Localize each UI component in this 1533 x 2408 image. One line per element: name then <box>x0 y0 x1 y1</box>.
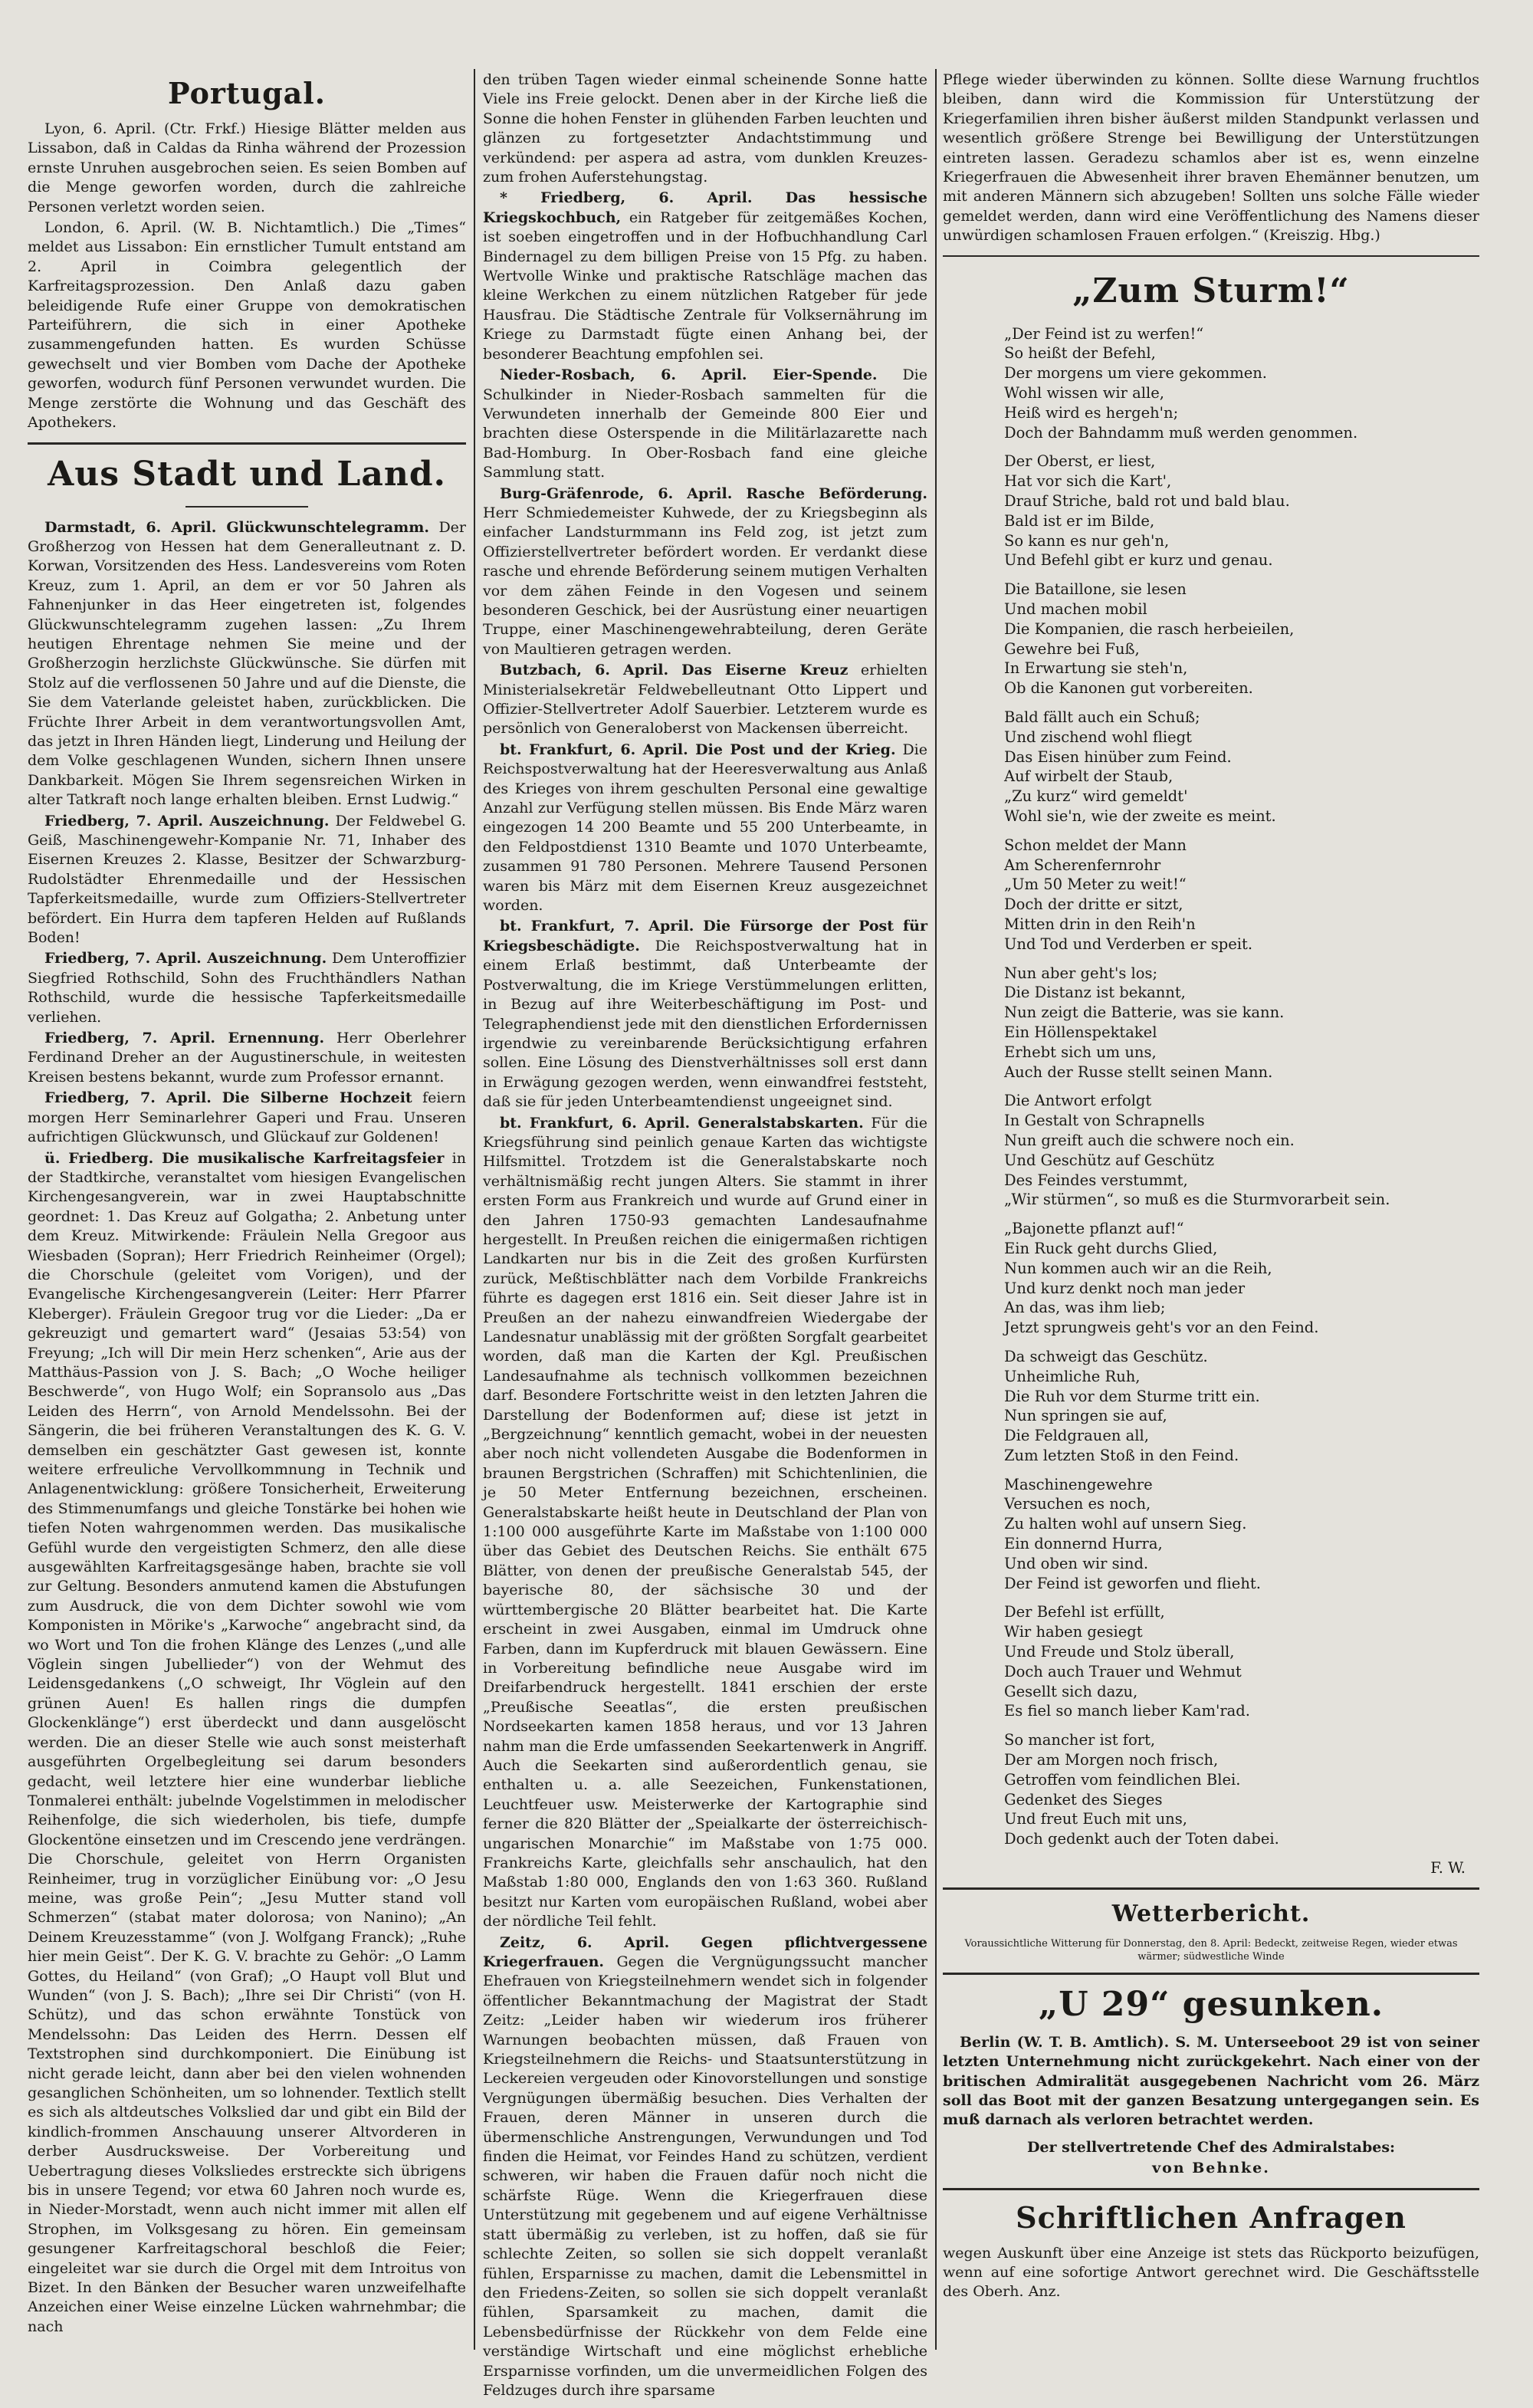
article-portugal-lyon: Lyon, 6. April. (Ctr. Frkf.) Hiesige Blätter melden aus Lissabon, daß in Caldas da Rinha während der Prozession ernste Unruhen ausgebrochen seien. Es seien Bomben auf die Menge geworfen worden, durch die zahlreiche Personen verletzt worden seien. <box>28 120 466 215</box>
article-headline: Darmstadt, 6. April. Glückwunschtelegramm. <box>44 518 429 536</box>
poem-stanza <box>1004 1602 1479 1721</box>
u29-signature-line: Der stellvertretende Chef des Admiralstabes: <box>1026 2138 1396 2156</box>
article-headline: Butzbach, 6. April. Das Eiserne Kreuz <box>500 662 849 679</box>
poem-line: Und Tod und Verderben er speit. <box>1004 935 1253 953</box>
poem-line: Auf wirbelt der Staub, <box>1004 767 1174 786</box>
u29-signature-name: von Behnke. <box>1152 2160 1270 2177</box>
poem-stanza <box>1004 1347 1479 1466</box>
weather-forecast: Voraussichtliche Witterung für Donnerstag, den 8. April: Bedeckt, zeitweise Regen, wieder etwas wärmer; südwestliche Winde <box>964 1937 1458 1963</box>
poem-signature: F. W. <box>1430 1859 1466 1877</box>
poem-line: An das, was ihm lieb; <box>1004 1299 1166 1317</box>
column-rule <box>474 69 475 2350</box>
poem-line: Und Geschütz auf Geschütz <box>1004 1151 1215 1169</box>
column-rule <box>935 69 937 2350</box>
article-continuation: Pflege wieder überwinden zu können. Sollte diese Warnung fruchtlos bleiben, dann wird die Kommission für Unterstützung der Kriegerfamilien ihren bisher äußerst milden Standpunkt verlassen und wesentlich größere Strenge bei Bewilligung der Unterstützungen eintreten lassen. Geradezu schamlos aber ist es, wenn einzelne Kriegerfrauen die Abwesenheit ihrer braven Ehemänner benutzen, um mit anderen Männern sich abzugeben! Sollten uns solche Fälle wieder gemeldet werden, dann wird eine Veröffentlichung des Namens dieser unwürdigen schamlosen Frauen erfolgen.“ (Kreiszig. Hbg.) <box>943 71 1479 245</box>
poem-line: Der Befehl ist erfüllt, <box>1004 1603 1165 1621</box>
poem-line: Der Oberst, er liest, <box>1004 452 1156 471</box>
poem-line: Doch auch Trauer und Wehmut <box>1004 1662 1242 1680</box>
poem-line: Wohl wissen wir alle, <box>1004 384 1164 402</box>
poem-line: „Der Feind ist zu werfen!“ <box>1004 324 1204 343</box>
poem-line: Getroffen vom feindlichen Blei. <box>1004 1770 1241 1789</box>
poem-line: Doch gedenkt auch der Toten dabei. <box>1004 1830 1279 1848</box>
poem-line: Die Feldgrauen all, <box>1004 1427 1149 1445</box>
article-body: feiern morgen Herr Seminarlehrer Gaperi und Frau. Unseren aufrichtigen Glückwunsch, und Glückauf zur Goldenen! <box>28 1089 466 1146</box>
article-befoerderung <box>483 485 927 660</box>
section-rule <box>943 255 1479 257</box>
article-body: Dem Unteroffizier Siegfried Rothschild, Sohn des Fruchthändlers Nathan Rothschild, wurde die hessische Tapferkeitsmedaille verliehen. <box>28 950 466 1026</box>
poem-line: Es fiel so manch lieber Kam'rad. <box>1004 1702 1250 1720</box>
column-1 <box>28 71 466 2337</box>
poem-stanza <box>1004 1730 1479 1849</box>
poem-stanza <box>1004 452 1479 570</box>
article-headline: bt. Frankfurt, 6. April. Die Post und der Krieg. <box>500 741 896 758</box>
poem-line: Jetzt sprungweis geht's vor an den Feind. <box>1004 1319 1319 1337</box>
article-body: Für die Kriegsführung sind peinlich genaue Karten das wichtigste Hilfsmittel. Trotzdem ist die Generalstabskarte noch verhältnismäßig recht jungen Alters. Sie stammt in ihrer ersten Form aus Frankreich und wurde auf Grund einer in den Jahren 1750-93 gemachten Landesaufnahme hergestellt. In Preußen reichen die einigermaßen richtigen Landkarten nur bis in die Zeit des großen Kurfürsten zurück, Meßtischblätter nach dem Vorbilde Frankreichs führte es dagegen erst 1816 ein. Seit dieser Jahre ist in Preußen an der nahezu einwandfreien Wiedergabe der Landesnatur unablässig mit der größten Sorgfalt gearbeitet worden, daß man die Karten der Kgl. Preußischen Landesaufnahme als technisch vollkommen bezeichnen darf. Besondere Fortschritte weist in den letzten Jahren die Darstellung der Bodenformen auf; diese ist jetzt in „Bergzeichnung“ kenntlich gemacht, wobei in der neuesten aber noch nicht vollendeten Ausgabe die Bodenformen in braunen Bergstrichen (Schraffen) mit Schichtenlinien, die je 50 Meter Entfernung bezeichnen, erscheinen. Generalstabskarte heißt heute in Deutschland der Plan von 1:100 000 ausgeführte Karte im Maßstabe von 1:100 000 über das Gebiet des Deutschen Reichs. Sie enthält 675 Blätter, von denen der preußische Generalstab 545, der bayerische 80, der sächsische 30 und der württembergische 20 Blätter bearbeitet hat. Die Karte erscheint in zwei Ausgaben, einmal im Umdruck ohne Farben, dann im Kupferdruck mit blauen Gewässern. Eine in Vorbereitung befindliche neue Ausgabe wird im Dreifarbendruck hergestellt. 1841 erschien der erste „Preußische Seeatlas“, die ersten preußischen Nordseekarten kamen 1858 heraus, und vor 13 Jahren nahm man die Erde umfassenden Seekartenwerk in Angriff. Auch die Seekarten sind außerordentlich genau, sie enthalten u. a. alle Seezeichen, Funkenstationen, Leuchtfeuer usw. Meisterwerke der Kartographie sind ferner die 820 Blätter der „Speialkarte der österreichisch-ungarischen Monarchie“ im Maßstabe von 1:75 000. Frankreichs Karte, gleichfalls sehr anschaulich, hat den Maßstab 1:80 000, Englands den von 1:63 360. Rußland besitzt nur Karten vom europäischen Rußland, wobei aber der nördliche Teil fehlt. <box>483 1114 928 1930</box>
notice-anfragen: wegen Auskunft über eine Anzeige ist stets das Rückporto beizufügen, wenn auf eine sofortige Antwort gerechnet wird. Die Geschäftsstelle des Oberh. Anz. <box>943 2244 1479 2301</box>
poem-line: „Bajonette pflanzt auf!“ <box>1004 1220 1184 1238</box>
poem-line: Ein donnernd Hurra, <box>1004 1535 1163 1553</box>
section-rule <box>943 1973 1479 1975</box>
article-headline: Zeitz, 6. April. Gegen pflichtvergessene Kriegerfrauen. <box>483 1933 927 1970</box>
poem-line: Da schweigt das Geschütz. <box>1004 1347 1208 1365</box>
section-title-u29: „U 29“ gesunken. <box>1038 1984 1384 2024</box>
article-body: Gegen die Vergnügungssucht mancher Ehefrauen von Kriegsteilnehmern wendet sich in folgender öffentlicher Bekanntmachung der Magistrat der Stadt Zeitz: „Leider haben wir wiederum iros früherer Warnungen beobachten müssen, daß Frauen von Kriegsteilnehmern die Reichs- und Staatsunterstützung in Leckereien vergeuden oder Kinovorstellungen und sonstige Vergnügungen übermäßig besuchen. Dies Verhalten der Frauen, deren Männer in unseren durch die übermenschliche Anstrengungen, Verwundungen und Tod finden die Heimat, vor Feindes Hand zu schützen, verdient schweren, wir haben die Frauen dafür noch nicht die schärfste Rüge. Wenn die Kriegerfrauen diese Unterstützung mit gegebenem und auf eigene Verhältnisse statt übermäßig zu verleben, ist zu hoffen, daß sie für schlechte Zeiten, so sollen sie sich doppelt veranlaßt fühlen, Ersparnisse zu machen, damit die Lebensmittel in den Friedens-Zeiten, so sollen sie sich doppelt veranlaßt fühlen, Sparsamkeit zu machen, damit die Lebensbedürfnisse der Rückkehr von dem Felde eine verständige Wirtschaft und eine möglichst erhebliche Ersparnisse vorfinden, um die unvermeidlichen Folgen des Feldzuges durch ihre sparsame <box>483 1953 927 2399</box>
section-title-anfragen: Schriftlichen Anfragen <box>1016 2199 1407 2235</box>
article-headline: Burg-Gräfenrode, 6. April. Rasche Beförderung. <box>500 485 927 502</box>
poem-stanza <box>1004 580 1479 698</box>
poem-line: Heiß wird es hergeh'n; <box>1004 403 1179 422</box>
poem-line: So heißt der Befehl, <box>1004 344 1156 363</box>
poem-line: Hat vor sich die Kart', <box>1004 472 1172 491</box>
article-body: Herr Schmiedemeister Kuhwede, der zu Kriegsbeginn als einfacher Landsturmmann ins Feld zog, ist jetzt zum Offizierstellvertreter befördert worden. Er verdankt diese rasche und ehrende Beförderung seinem mutigen Verhalten vor dem zähen Feinde in den Vogesen und seinem besonderen Geschick, bei der Ausrüstung einer neuartigen Truppe, einer Maschinengewehrabteilung, deren Geräte von Maultieren getragen werden. <box>483 504 927 658</box>
poem <box>943 324 1479 1878</box>
poem-line: Nun zeigt die Batterie, was sie kann. <box>1004 1004 1285 1022</box>
poem-stanza <box>1004 1475 1479 1594</box>
article-kriegerfrauen <box>483 1933 927 2401</box>
article-headline: Nieder-Rosbach, 6. April. Eier-Spende. <box>500 366 878 384</box>
poem-line: Drauf Striche, bald rot und bald blau. <box>1004 492 1290 511</box>
article-post-krieg <box>483 741 927 916</box>
section-rule <box>943 1887 1479 1890</box>
poem-line: Und Freude und Stolz überall, <box>1004 1643 1235 1661</box>
article-headline: Friedberg, 7. April. Ernennung. <box>44 1030 325 1047</box>
article-body: Die Schulkinder in Nieder-Rosbach sammelten für die Verwundeten innerhalb der Gemeinde 800 Eier und brachten diese Osterspende in die Militärlazarette nach Bad-Homburg. In Ober-Rosbach fand eine gleiche Sammlung statt. <box>483 366 928 481</box>
article-kriegskochbuch <box>483 189 927 364</box>
poem-line: Gesellt sich dazu, <box>1004 1682 1138 1700</box>
article-eisernes-kreuz <box>483 661 927 739</box>
poem-line: Wohl sie'n, wie der zweite es meint. <box>1004 806 1276 825</box>
article-body: Der Feldwebel G. Geiß, Maschinengewehr-Kompanie Nr. 71, Inhaber des Eisernen Kreuzes 2. Klasse, Besitzer der Schwarzburg-Rudolstädter Ehrenmedaille und der Hessischen Tapferkeitsmedaille, wurde zum Offiziers-Stellvertreter befördert. Ein Hurra dem tapferen Helden auf Rußlands Boden! <box>28 812 466 947</box>
poem-line: Ob die Kanonen gut vorbereiten. <box>1004 679 1253 698</box>
poem-line: Nun aber geht's los; <box>1004 964 1158 982</box>
poem-line: Das Eisen hinüber zum Feind. <box>1004 747 1232 766</box>
poem-stanza <box>1004 1091 1479 1210</box>
article-friedberg-hochzeit <box>28 1089 466 1147</box>
article-headline: * Friedberg, 6. April. Das hessische Kriegskochbuch, <box>483 189 927 226</box>
article-headline: Friedberg, 7. April. Auszeichnung. <box>44 812 330 829</box>
poem-line: Die Antwort erfolgt <box>1004 1092 1152 1110</box>
article-friedberg-karfreitag <box>28 1149 466 2337</box>
article-generalstabskarten <box>483 1114 927 1932</box>
poem-line: Die Distanz ist bekannt, <box>1004 984 1186 1002</box>
poem-line: Nun kommen auch wir an die Reih, <box>1004 1259 1272 1277</box>
section-title-portugal: Portugal. <box>168 76 326 110</box>
poem-stanza <box>1004 708 1479 826</box>
poem-line: Die Ruh vor dem Sturme tritt ein. <box>1004 1387 1260 1405</box>
column-2 <box>483 71 927 2400</box>
section-rule <box>943 2188 1479 2190</box>
article-friedberg-ernennung <box>28 1029 466 1087</box>
poem-line: Und Befehl gibt er kurz und genau. <box>1004 551 1273 570</box>
poem-line: „Zu kurz“ wird gemeldt' <box>1004 787 1188 806</box>
poem-stanza <box>1004 324 1479 443</box>
poem-line: Nun greift auch die schwere noch ein. <box>1004 1131 1295 1149</box>
poem-line: Doch der Bahndamm muß werden genommen. <box>1004 423 1358 442</box>
poem-title: „Zum Sturm!“ <box>1072 271 1350 310</box>
poem-line: So mancher ist fort, <box>1004 1731 1156 1749</box>
poem-line: Erhebt sich um uns, <box>1004 1043 1157 1061</box>
poem-line: Versuchen es noch, <box>1004 1495 1151 1513</box>
article-headline: bt. Frankfurt, 7. April. Die Fürsorge der Post für Kriegsbeschädigte. <box>483 918 927 954</box>
poem-line: „Um 50 Meter zu weit!“ <box>1004 875 1187 894</box>
poem-line: Bald ist er im Bilde, <box>1004 511 1155 530</box>
poem-line: Mitten drin in den Reih'n <box>1004 915 1196 933</box>
poem-stanza <box>1004 1219 1479 1338</box>
poem-line: Bald fällt auch ein Schuß; <box>1004 708 1200 726</box>
poem-stanza <box>1004 964 1479 1082</box>
article-headline: ü. Friedberg. Die musikalische Karfreitagsfeier <box>44 1149 445 1167</box>
poem-line: Und freut Euch mit uns, <box>1004 1810 1187 1828</box>
poem-line: Zu halten wohl auf unsern Sieg. <box>1004 1515 1247 1533</box>
poem-line: Doch der dritte er sitzt, <box>1004 895 1183 914</box>
poem-line: Gewehre bei Fuß, <box>1004 639 1140 658</box>
article-post-fuersorge <box>483 917 927 1112</box>
poem-line: Und kurz denkt noch man jeder <box>1004 1279 1246 1297</box>
article-body: in der Stadtkirche, veranstaltet vom hiesigen Evangelischen Kirchengesangverein, war in zwei Hauptabschnitte geordnet: 1. Das Kreuz auf Golgatha; 2. Anbetung unter dem Kreuz. Mitwirkende: Fräulein Nella Gregoor aus Wiesbaden (Sopran); Herr Friedrich Reinheimer (Orgel); die Chorschule (geleitet vom Vorigen), und der Evangelische Kirchengesangverein (Leiter: Herr Pfarrer Kleberger). Fräulein Gregoor trug vor die Lieder: „Da er gekreuzigt und gemartert ward“ (Jesaias 53:54) von Freyung; „Ich will Dir mein Herz schenken“, Arie aus der Matthäus-Passion von J. S. Bach; „O Woche heiliger Beschwerde“, von Hugo Wolf; ein Sopransolo aus „Das Leiden des Herrn“, von Arnold Mendelssohn. Bei der Sängerin, die bei früheren Veranstaltungen des K. G. V. demselben ein geschätzter Gast gewesen ist, konnte weitere erfreuliche Vervollkommnung in Technik und Anlagenentwicklung: größere Tonsicherheit, Erweiterung des Stimmenumfangs und gleiche Tonstärke bei hohen wie tiefen Noten wahrgenommen werden. Das musikalische Gefühl wurde den vergeistigten Schmerz, den alle diese ausgewählten Karfreitagsgesänge haben, brachte sie voll zur Geltung. Besonders anmutend kamen die Abstufungen zum Ausdruck, die von dem Dichter sowohl wie vom Komponisten in Mörike's „Karwoche“ angebracht sind, da wo Wort und Ton die frohen Klänge des Lenzes („und alle Vöglein singen Jubellieder“) von der Wehmut des Leidensgedankens („O schweigt, Ihr Vöglein auf den grünen Auen! Es hallen rings die dumpfen Glockenklänge“) erst überdeckt und dann ausgelöscht werden. Die an dieser Stelle wie auch sonst meisterhaft ausgeführten Orgelbegleitung sei darum besonders gedacht, weil letztere hier eine wunderbar liebliche Tonmalerei enthält: jubelnde Vogelstimmen in melodischer Reihenfolge, die sich wiederholen, bis tiefe, dumpfe Glockentöne einsetzen und im Crescendo jene verdrängen. Die Chorschule, geleitet von Herrn Organisten Reinheimer, trug in vorzüglicher Einübung vor: „O Jesu meine, was große Pein“; „Jesu Mutter stand voll Schmerzen“ (stabat mater dolorosa; von Nanino); „An Deinem Kreuzesstamme“ (von J. Wolfgang Franck); „Ruhe hier mein Geist“. Der K. G. V. brachte zu Gehör: „O Lamm Gottes, du Heiland“ (von Graf); „O Haupt voll Blut und Wunden“ (von J. S. Bach); „Ihre sei Dir Christi“ (von H. Schütz), und das schon erwähnte Tonstück von Mendelssohn: Das Leiden des Herrn. Dessen elf Textstrophen sind durchkomponiert. Die Einübung ist nicht gerade leicht, dann aber bei den vielen wohnenden gesanglichen Schönheiten, um so lohnender. Textlich stellt es sich als altdeutsches Volkslied dar und gibt ein Bild der kindlich-frommen Anschauung unserer Altvorderen in derber Ausdrucksweise. Der Vorbereitung und Uebertragung dieses Volksliedes erstreckte sich übrigens bis in unsere Tegend; vor etwa 60 Jahren noch wurde es, in Nieder-Morstadt, wenn auch nicht immer mit allen elf Strophen, im Volksgesang zu hören. Ein gemeinsam gesungener Karfreitagschoral beschloß die Feier; eingeleitet war sie durch die Orgel mit dem Introitus von Bizet. In den Bänken der Besucher waren unzweifelhafte Anzeichen einer Weise einzelne Lücken wahrnehmbar; die nach <box>28 1149 466 2335</box>
section-title-stadt-und-land: Aus Stadt und Land. <box>48 454 446 494</box>
poem-line: Unheimliche Ruh, <box>1004 1367 1141 1385</box>
poem-line: Am Scherenfernrohr <box>1004 856 1161 874</box>
article-body: ein Ratgeber für zeitgemäßes Kochen, ist soeben eingetroffen und in der Hofbuchhandlung Carl Bindernagel zu dem billigen Preise von 15 Pfg. zu haben. Wertvolle Winke und praktische Ratschläge machen das kleine Werkchen zu einem nützlichen Ratgeber für jede Hausfrau. Die Städtische Zentrale für Volksernährung im Kriege zu Darmstadt fügte einen Anhang bei, der besonderer Beachtung empfohlen sei. <box>483 209 927 363</box>
article-continuation: den trüben Tagen wieder einmal scheinende Sonne hatte Viele ins Freie gelockt. Denen aber in der Kirche ließ die Sonne die hohen Fenster in glühenden Farben leuchten und glänzen zu fortgesetzter Andachtstimmung und verkündend: per aspera ad astra, vom dunklen Kreuzes- zum frohen Auferstehungstag. <box>483 71 927 186</box>
poem-line: Gedenket des Sieges <box>1004 1790 1163 1808</box>
poem-line: Ein Ruck geht durchs Glied, <box>1004 1239 1218 1257</box>
poem-line: Maschinengewehre <box>1004 1475 1153 1493</box>
poem-line: In Erwartung sie steh'n, <box>1004 659 1188 678</box>
poem-line: Die Bataillone, sie lesen <box>1004 580 1187 599</box>
article-friedberg-auszeichnung-2 <box>28 949 466 1027</box>
poem-line: So kann es nur geh'n, <box>1004 531 1170 550</box>
poem-line: Des Feindes verstummt, <box>1004 1171 1188 1189</box>
poem-stanza <box>1004 836 1479 954</box>
poem-line: Und machen mobil <box>1004 600 1147 619</box>
poem-line: Der am Morgen noch frisch, <box>1004 1751 1219 1769</box>
poem-line: Schon meldet der Mann <box>1004 836 1187 854</box>
poem-line: Und zischend wohl fliegt <box>1004 728 1192 746</box>
poem-line: Die Kompanien, die rasch herbeieilen, <box>1004 619 1295 638</box>
poem-line: Ein Höllenspektakel <box>1004 1023 1157 1041</box>
poem-line: Zum letzten Stoß in den Feind. <box>1004 1446 1239 1464</box>
poem-line: In Gestalt von Schrapnells <box>1004 1112 1205 1130</box>
poem-line: „Wir stürmen“, so muß es die Sturmvorarbeit sein. <box>1004 1191 1390 1209</box>
poem-line: Der morgens um viere gekommen. <box>1004 364 1267 383</box>
article-portugal-london: London, 6. April. (W. B. Nichtamtlich.) Die „Times“ meldet aus Lissabon: Ein ernstlicher Tumult entstand am 2. April in Coimbra gelegentlich der Karfreitagsprozession. Den Anlaß dazu gaben beleidigende Rufe einer Gruppe von demokratischen Parteiführern, die sich in einer Apotheke zusammengefunden hatten. Es wurden Schüsse gewechselt und vier Bomben vom Dache der Apotheke geworfen, wodurch fünf Personen verwundet wurden. Die Menge zerstörte die Wohnung und das Geschäft des Apothekers. <box>28 219 466 432</box>
poem-line: Der Feind ist geworfen und flieht. <box>1004 1574 1261 1592</box>
article-friedberg-auszeichnung-1 <box>28 812 466 948</box>
column-3 <box>943 71 1479 2302</box>
article-headline: Friedberg, 7. April. Die Silberne Hochzeit <box>44 1089 412 1107</box>
poem-line: Auch der Russe stellt seinen Mann. <box>1004 1063 1273 1081</box>
article-u29: Berlin (W. T. B. Amtlich). S. M. Unterseeboot 29 ist von seiner letzten Unternehmung nicht zurückgekehrt. Nach einer von der britischen Admiralität ausgegebenen Nachricht vom 26. März soll das Boot mit der ganzen Besatzung untergegangen sein. Es muß darnach als verloren betrachtet werden. <box>943 2033 1479 2129</box>
section-title-wetterbericht: Wetterbericht. <box>1111 1900 1311 1927</box>
article-headline: Friedberg, 7. April. Auszeichnung. <box>44 950 327 967</box>
article-body: Der Großherzog von Hessen hat dem Generalleutnant z. D. Korwan, Vorsitzenden des Hess. Landesvereins vom Roten Kreuz, zum 1. April, an dem er vor 50 Jahren als Fahnenjunker in das Heer eingetreten ist, folgendes Glückwunschtelegramm zugehen lassen: „Zu Ihrem heutigen Ehrentage nehmen Sie meine und der Großherzogin herzlichste Glückwünsche. Sie dürfen mit Stolz auf die verflossenen 50 Jahre und auf die Dienste, die Sie dem Vaterlande geleistet haben, zurückblicken. Die Früchte Ihrer Arbeit in dem verantwortungsvollen Amt, das jetzt in Ihren Händen liegt, Linderung und Heilung der dem Volke geschlagenen Wunden, sichern Ihnen unsere Dankbarkeit. Mögen Sie Ihrem segensreichen Wirken in alter Tatkraft noch lange erhalten bleiben. Ernst Ludwig.“ <box>28 518 466 809</box>
article-body: Die Reichspostverwaltung hat in einem Erlaß bestimmt, daß Unterbeamte der Postverwaltung, die im Kriege Verstümmelungen erlitten, in Bezug auf ihre Weiterbeschäftigung im Post- und Telegraphendienst jede mit den dienstlichen Erfordernissen irgendwie zu vereinbarende Berücksichtigung erfahren sollen. Eine Lösung des Dienstverhältnisses soll erst dann in Erwägung gezogen werden, wenn einwandfrei feststeht, daß sie für jeden Unterbeamtendienst ungeeignet sind. <box>483 937 927 1111</box>
section-rule <box>28 442 466 445</box>
article-eier-spende <box>483 366 927 482</box>
article-body: erhielten Ministerialsekretär Feldwebelleutnant Otto Lippert und Offizier-Stellvertreter Adolf Sauerbier. Letzterem wurde es persönlich von Generaloberst von Mackensen überreicht. <box>483 662 927 738</box>
poem-line: Nun springen sie auf, <box>1004 1407 1167 1425</box>
article-body: Herr Oberlehrer Ferdinand Dreher an der Augustinerschule, in weitesten Kreisen bestens bekannt, wurde zum Professor ernannt. <box>28 1030 466 1086</box>
article-body: Die Reichspostverwaltung hat der Heeresverwaltung aus Anlaß des Krieges von ihrem geschulten Personal eine gewaltige Anzahl zur Verfügung stellen müssen. Bis Ende März waren eingezogen 14 200 Beamte und 55 200 Unterbeamte, in den Feldpostdienst 1310 Beamte und 1070 Unterbeamte, zusammen 91 780 Personen. Mehrere Tausend Personen waren bis März mit dem Eisernen Kreuz ausgezeichnet worden. <box>483 741 928 915</box>
article-headline: bt. Frankfurt, 6. April. Generalstabskarten. <box>500 1114 864 1132</box>
poem-line: Wir haben gesiegt <box>1004 1623 1143 1641</box>
poem-line: Und oben wir sind. <box>1004 1554 1149 1572</box>
short-rule <box>185 506 308 508</box>
article-darmstadt <box>28 518 466 810</box>
